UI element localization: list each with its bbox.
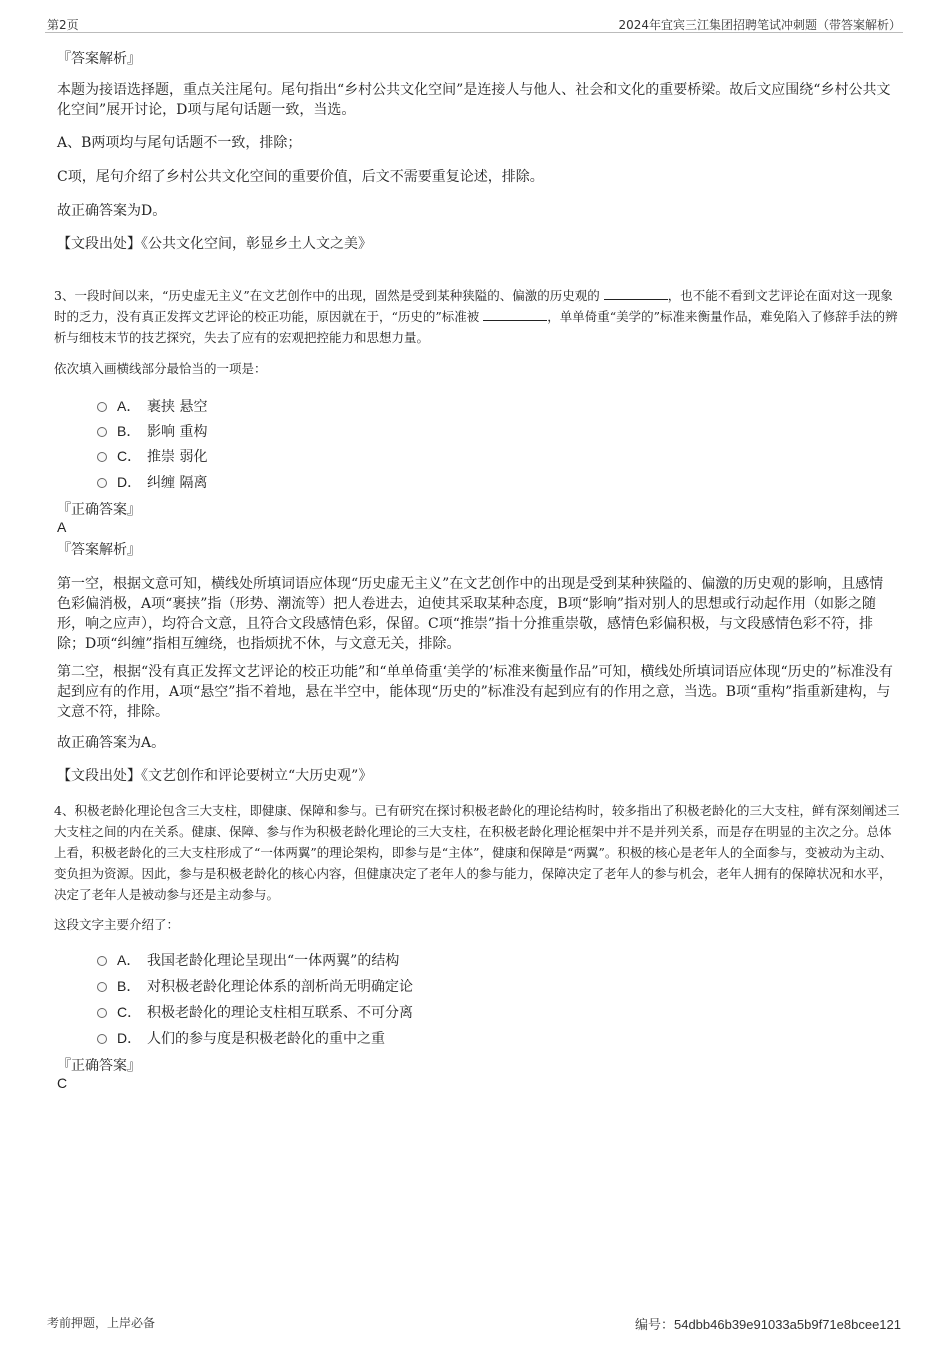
q4-stem: 4、积极老龄化理论包含三大支柱，即健康、保障和参与。已有研究在探讨积极老龄化的理论结构时，较多指出了积极老龄化的三大支柱，鲜有深刻阐述三大支柱之间的内在关系。健康、保障、参与作为积极老龄化理论的三大支柱，在积极老龄化理论框架中并不是并列关系，而是存在明显的主次之分。总体上看，积极老龄化的三大支柱形成了“一体两翼”的理论架构，即参与是“主体”，健康和保障是“两翼”。积极的核心是老年人的全面参与，变被动为主动、变负担为资源。因此，参与是积极老龄化的核心内容，但健康决定了老年人的参与能力，保障决定了老年人的参与机会，老年人拥有的保障状况和水平，决定了老年人是被动参与还是主动参与。	[54, 803, 900, 902]
q2-analysis-para1: 本题为接语选择题，重点关注尾句。尾句指出“乡村公共文化空间”是连接人与他人、社会和文化的重要桥梁。故后文应围绕“乡村公共文化空间”展开讨论，D项与尾句话题一致，当选。	[57, 82, 891, 118]
q4-option-b[interactable]: B． 对积极老龄化理论体系的剖析尚无明确定论	[97, 977, 413, 996]
q3-analysis-para2: 第二空，根据“没有真正发挥文艺评论的校正功能”和“单单倚重‘美学的’标准来衡量作品”可知，横线处所填词语应体现“历史的”标准没有起到应有的作用，A项“悬空”指不着地，悬在半空中，能体现“历史的”标准没有起到应有的作用之意，当选。B项“重构”指重新建构，与文意不符，排除。	[57, 664, 893, 720]
q4-correct-label: 『正确答案』	[57, 1058, 141, 1074]
q3-analysis-label: 『答案解析』	[57, 542, 141, 558]
q2-analysis-para3: C项，尾句介绍了乡村公共文化空间的重要价值，后文不需要重复论述，排除。	[57, 169, 544, 185]
page-footer	[45, 1312, 903, 1330]
q3-correct-answer: A	[57, 519, 67, 535]
radio-icon[interactable]	[97, 982, 107, 992]
q3-stem: 3、一段时间以来，“历史虚无主义”在文艺创作中的出现，固然是受到某种狭隘的、偏激的历史观的 ，也不能不看到文艺评论在面对这一现象时的乏力，没有真正发挥文艺评论的校正功能，原因就在于，“历史的”标准被 ，单单倚重“美学的”标准来衡量作品，难免陷入了修辞手法的辨析与细枝末节的技艺探究，失去了应有的宏观把控能力和思想力量。	[54, 288, 898, 345]
q3-correct-label: 『正确答案』	[57, 502, 141, 518]
q3-source: 【文段出处】《文艺创作和评论要树立“大历史观”》	[57, 768, 373, 784]
page-number: 第2页	[47, 18, 79, 32]
q4-option-c[interactable]: C． 积极老龄化的理论支柱相互联系、不可分离	[97, 1003, 413, 1022]
radio-icon[interactable]	[97, 1008, 107, 1018]
q3-option-c[interactable]: C． 推崇 弱化	[97, 447, 207, 466]
radio-icon[interactable]	[97, 1034, 107, 1044]
q3-analysis-para3: 故正确答案为A。	[57, 735, 166, 751]
q2-source: 【文段出处】《公共文化空间，彰显乡土人文之美》	[57, 236, 372, 252]
document-id: 编号：54dbb46b39e91033a5b9f71e8bcee121	[634, 1317, 901, 1332]
q3-analysis-para1: 第一空，根据文意可知，横线处所填词语应体现“历史虚无主义”在文艺创作中的出现是受到某种狭隘的、偏激的历史观的影响，且感情色彩偏消极，A项“裹挟”指（形势、潮流等）把人卷进去，迫使其采取某种态度，B项“影响”指对别人的思想或行动起作用（如影之随形，响之应声），均符合文意，且符合文段感情色彩，保留。C项“推崇”指十分推重崇敬，感情色彩偏积极，与文段感情色彩不符，排除；D项“纠缠”指相互缠绕，也指烦扰不休，与文意无关，排除。	[57, 576, 884, 652]
footer-slogan: 考前押题，上岸必备	[47, 1316, 156, 1330]
radio-icon[interactable]	[97, 452, 107, 462]
q4-correct-answer: C	[57, 1075, 68, 1091]
q3-option-b[interactable]: B． 影响 重构	[97, 422, 207, 441]
radio-icon[interactable]	[97, 478, 107, 488]
q4-prompt: 这段文字主要介绍了：	[54, 917, 180, 932]
document-title: 2024年宜宾三江集团招聘笔试冲刺题（带答案解析）	[618, 18, 901, 32]
q2-analysis-label: 『答案解析』	[57, 51, 141, 67]
blank-1	[604, 287, 668, 300]
radio-icon[interactable]	[97, 956, 107, 966]
q3-prompt: 依次填入画横线部分最恰当的一项是：	[54, 361, 267, 376]
radio-icon[interactable]	[97, 402, 107, 412]
q2-analysis-para2: A、B两项均与尾句话题不一致，排除；	[57, 135, 302, 151]
q4-option-a[interactable]: A． 我国老龄化理论呈现出“一体两翼”的结构	[97, 951, 399, 970]
q2-analysis-para4: 故正确答案为D。	[57, 203, 167, 219]
q3-option-d[interactable]: D． 纠缠 隔离	[97, 473, 207, 492]
page-header	[45, 14, 903, 33]
blank-2	[483, 308, 547, 321]
q4-option-d[interactable]: D． 人们的参与度是积极老龄化的重中之重	[97, 1029, 385, 1048]
q3-option-a[interactable]: A． 裹挟 悬空	[97, 397, 207, 416]
radio-icon[interactable]	[97, 427, 107, 437]
